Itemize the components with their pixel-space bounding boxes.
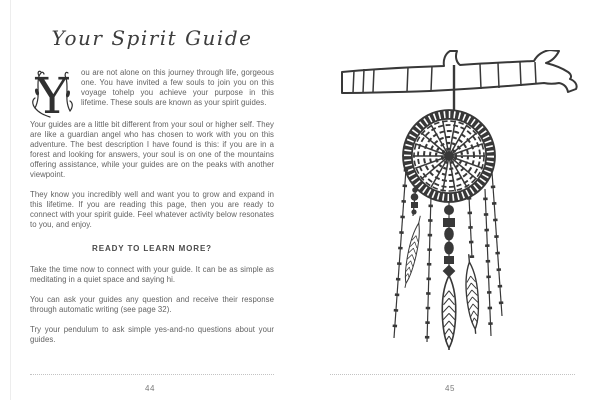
feather-center (442, 267, 455, 350)
branch-drawing (342, 50, 577, 93)
activity-paragraph: Try your pendulum to ask simple yes-and-no questions about your guides. (30, 325, 274, 344)
paragraph: They know you incredibly well and want you to grow and expand in this lifetime. If you are reading this page, then you are ready to connect with your spirit guide. Feel whatever activity below resonates to you, and enjoy. (30, 190, 274, 229)
page-number-right: 45 (445, 384, 455, 393)
activity-paragraph: Take the time now to connect with your guide. It can be as simple as meditating in a quiet space and saying hi. (30, 265, 274, 284)
feather-right (463, 254, 481, 335)
feather-left (401, 215, 424, 289)
right-page (300, 0, 600, 400)
page-title: Your Spirit Guide (51, 26, 253, 50)
dreamcatcher-illustration (330, 50, 585, 350)
paragraph-intro: ou are not alone on this journey through life, gorgeous one. You have invited a few souls to join you on this voyage tohelp you achieve your purpose in this lifetime. These souls are known as your spirit guides. (81, 68, 274, 107)
footer-rule (30, 374, 274, 375)
activity-paragraph: You can ask your guides any question and receive their response through automatic writing (see page 32). (30, 295, 274, 314)
section-heading: READY TO LEARN MORE? (92, 244, 212, 253)
svg-text:Y: Y (35, 70, 69, 120)
footer-rule (330, 374, 575, 375)
page-number-left: 44 (145, 384, 155, 393)
decorative-dropcap-y-icon (30, 70, 74, 120)
paragraph: Your guides are a little bit different from your soul or higher self. They are like a guardian angel who has chosen to work with you on this adventure. The best description I have found is this: if you are in a forest and looking for answers, your soul is on one of the mountains offering assistance, while your guides are on the peaks with another viewpoint. (30, 120, 274, 179)
